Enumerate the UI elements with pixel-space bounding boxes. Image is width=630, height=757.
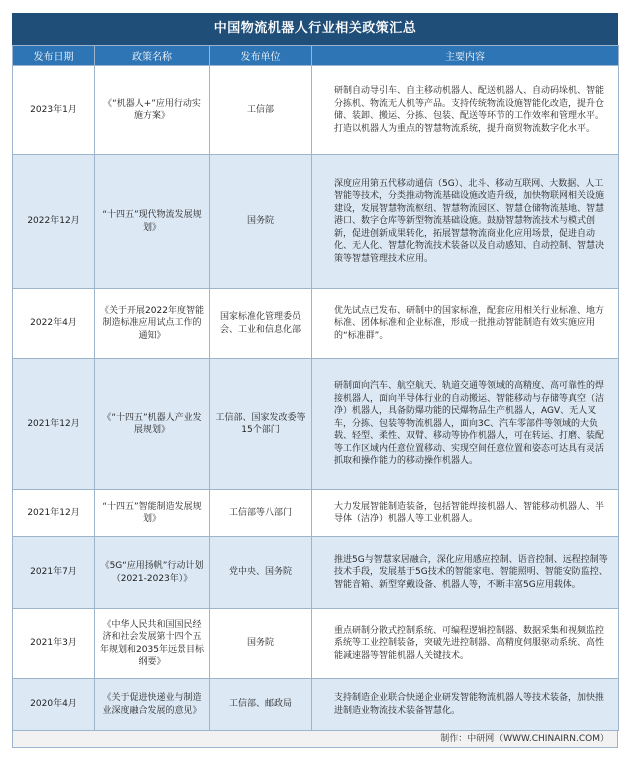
table-row [13,537,619,609]
table-row [13,155,619,289]
cell-policy-name: “十四五”智能制造发展规划》 [95,490,210,537]
cell-date: 2021年12月 [13,490,95,537]
cell-issuer: 工信部等八部门 [210,490,312,537]
cell-content: 大力发展智能制造装备，包括智能焊接机器人、智能移动机器人、半导体（洁净）机器人等工业机器人。 [312,490,619,537]
cell-issuer: 党中央、国务院 [210,537,312,609]
header-date: 发布日期 [13,46,95,66]
table-row [13,679,619,731]
cell-date: 2022年4月 [13,289,95,359]
cell-issuer: 国务院 [210,155,312,289]
header-policy-name: 政策名称 [95,46,210,66]
table-row [13,359,619,490]
cell-policy-name: 《“十四五”机器人产业发展规划》 [95,359,210,490]
cell-policy-name: “十四五”现代物流发展规划》 [95,155,210,289]
cell-date: 2021年7月 [13,537,95,609]
cell-content: 深度应用第五代移动通信（5G）、北斗、移动互联网、大数据、人工智能等技术，分类推动物流基础设施改造升级，加快物联网相关设施建设，发展智慧物流枢纽、智慧物流园区、智慧仓储物流基地、智慧港口、数字仓库等新型物流基础设施。鼓励智慧物流技术与模式创新，促进创新成果转化，拓展智慧物流商业化应用场景，促进自动化、无人化、智慧化物流技术装备以及自动感知、自动控制、智慧决策等智慧管理技术应用。 [312,155,619,289]
cell-issuer: 国家标准化管理委员会、工业和信息化部 [210,289,312,359]
header-issuer: 发布单位 [210,46,312,66]
cell-date: 2021年12月 [13,359,95,490]
table-row [13,609,619,679]
source-credit: 制作：中研网（WWW.CHINAIRN.COM） [12,731,618,748]
cell-date: 2023年1月 [13,66,95,155]
cell-policy-name: 《关于促进快递业与制造业深度融合发展的意见》 [95,679,210,731]
cell-date: 2020年4月 [13,679,95,731]
cell-date: 2022年12月 [13,155,95,289]
cell-issuer: 工信部、邮政局 [210,679,312,731]
policy-summary-table-frame [12,13,618,745]
cell-content: 研制面向汽车、航空航天、轨道交通等领域的高精度、高可靠性的焊接机器人，面向半导体行业的自动搬运、智能移动与存储等真空（洁净）机器人，具备防爆功能的民爆物品生产机器人，AGV、无人叉车，分拣、包装等物流机器人，面向3C、汽车零部件等领域的大负载、轻型、柔性、双臂、移动等协作机器人，可在转运、打磨、装配等工作区域内任意位置移动、实现空间任意位置和姿态可达具有灵活抓取和操作能力的移动操作机器人。 [312,359,619,490]
table-row [13,490,619,537]
cell-policy-name: 《5G“应用扬帆”行动计划（2021-2023年）》 [95,537,210,609]
table-row [13,289,619,359]
table-title: 中国物流机器人行业相关政策汇总 [12,13,618,45]
header-content: 主要内容 [312,46,619,66]
cell-policy-name: 《中华人民共和国国民经济和社会发展第十四个五年规划和2035年远景目标纲要》 [95,609,210,679]
cell-policy-name: 《“机器人+”应用行动实施方案》 [95,66,210,155]
table-row [13,66,619,155]
cell-content: 研制自动导引车、自主移动机器人、配送机器人、自动码垛机、智能分拣机、物流无人机等产品。支持传统物流设施智能化改造，提升仓储、装卸、搬运、分拣、包装、配送等环节的工作效率和管理水平。打造以机器人为重点的智慧物流系统，提升商贸物流数字化水平。 [312,66,619,155]
cell-issuer: 工信部 [210,66,312,155]
cell-content: 重点研制分散式控制系统、可编程逻辑控制器、数据采集和视频监控系统等工业控制装备，突破先进控制器、高精度伺服驱动系统、高性能减速器等智能机器人关键技术。 [312,609,619,679]
cell-content: 推进5G与智慧家居融合，深化应用感应控制、语音控制、远程控制等技术手段，发展基于5G技术的智能家电、智能照明、智能安防监控、智能音箱、新型穿戴设备、机器人等，不断丰富5G应用载体。 [312,537,619,609]
cell-content: 支持制造企业联合快递企业研发智能物流机器人等技术装备，加快推进制造业物流技术装备智慧化。 [312,679,619,731]
cell-issuer: 国务院 [210,609,312,679]
policy-table [12,45,619,731]
header-row [13,46,619,66]
cell-date: 2021年3月 [13,609,95,679]
cell-issuer: 工信部、国家发改委等15个部门 [210,359,312,490]
cell-policy-name: 《关于开展2022年度智能制造标准应用试点工作的通知》 [95,289,210,359]
cell-content: 优先试点已发布、研制中的国家标准，配套应用相关行业标准、地方标准、团体标准和企业标准，形成一批推动智能制造有效实施应用的“标准群”。 [312,289,619,359]
